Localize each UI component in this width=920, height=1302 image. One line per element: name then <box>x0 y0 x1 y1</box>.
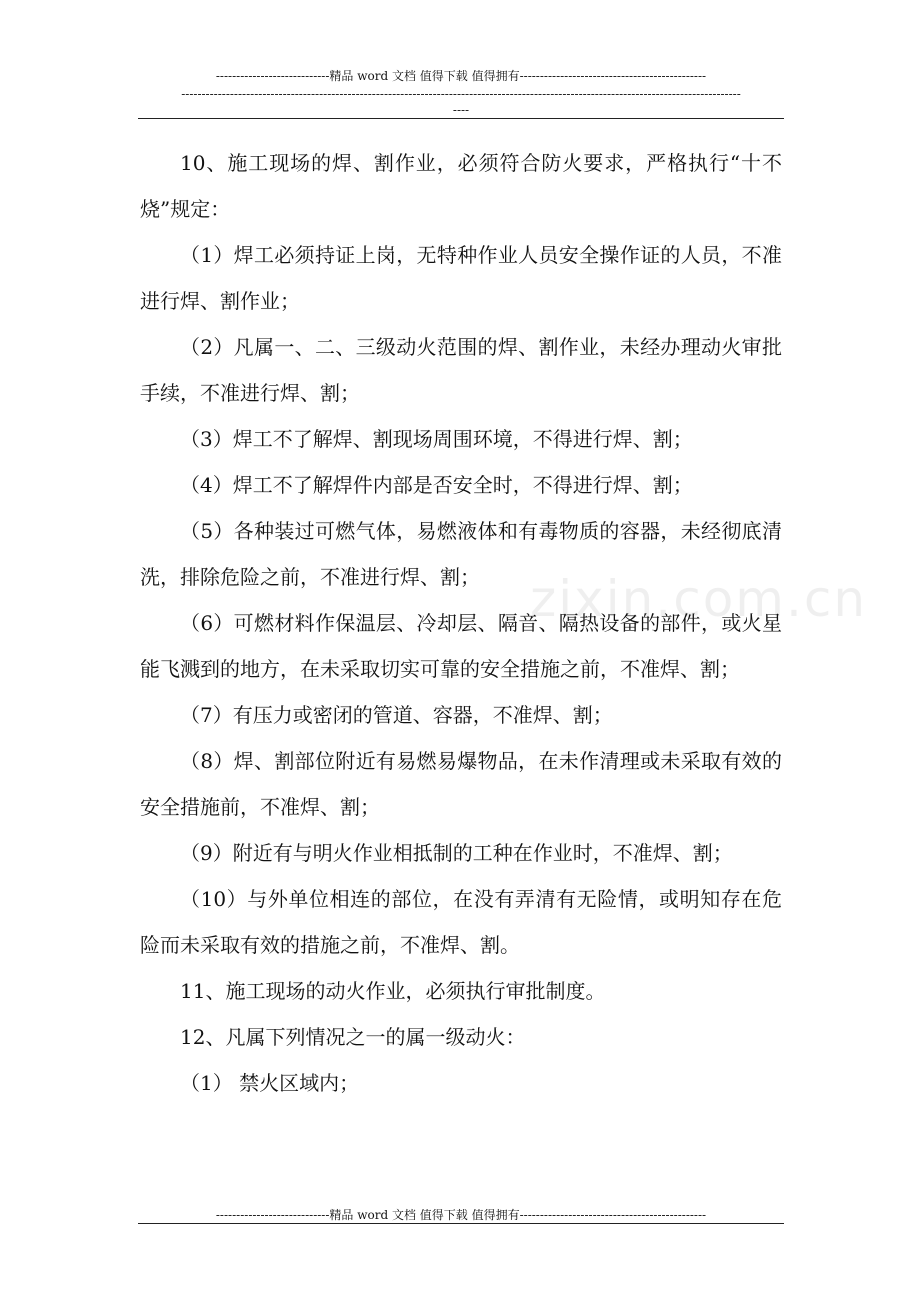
header-banner: ----------------------------精品 word 文档 值得下载 值得拥有---------------------------------------------- <box>215 69 707 83</box>
header-rule <box>138 118 784 119</box>
paragraph-item-6: （6）可燃材料作保温层、冷却层、隔音、隔热设备的部件，或火星能飞溅到的地方，在未采取切实可靠的安全措施之前，不准焊、割； <box>140 611 782 681</box>
paragraph-item-2: （2）凡属一、二、三级动火范围的焊、割作业，未经办理动火审批手续，不准进行焊、割； <box>140 335 782 405</box>
paragraph-12-item-1: （1） 禁火区域内； <box>180 1071 360 1095</box>
document-body <box>140 140 782 1106</box>
paragraph-item-5: （5）各种装过可燃气体，易燃液体和有毒物质的容器，未经彻底清洗，排除危险之前，不准进行焊、割； <box>140 519 782 589</box>
paragraph-11: 11、施工现场的动火作业，必须执行审批制度。 <box>180 979 606 1003</box>
paragraph-item-4: （4）焊工不了解焊件内部是否安全时，不得进行焊、割； <box>180 473 693 497</box>
paragraph-item-7: （7）有压力或密闭的管道、容器，不准焊、割； <box>180 703 613 727</box>
paragraph-item-8: （8）焊、割部位附近有易燃易爆物品，在未作清理或未采取有效的安全措施前，不准焊、割； <box>140 749 782 819</box>
paragraph-item-10: （10）与外单位相连的部位，在没有弄清有无险情，或明知存在危险而未采取有效的措施之前，不准焊、割。 <box>140 887 782 957</box>
paragraph-item-9: （9）附近有与明火作业相抵制的工种在作业时，不准焊、割； <box>180 841 733 865</box>
watermark: zixin.com.cn <box>530 570 868 628</box>
footer-banner: ----------------------------精品 word 文档 值得下载 值得拥有---------------------------------------------- <box>215 1208 707 1222</box>
header-dash-line: ------------------------------------------------------------------------------------------------------------------------------------------ <box>181 87 741 101</box>
paragraph-item-3: （3）焊工不了解焊、割现场周围环境，不得进行焊、割； <box>180 427 693 451</box>
paragraph-item-1: （1）焊工必须持证上岗，无特种作业人员安全操作证的人员，不准进行焊、割作业； <box>140 243 782 313</box>
paragraph-12: 12、凡属下列情况之一的属一级动火： <box>180 1025 526 1049</box>
paragraph-10: 10、施工现场的焊、割作业，必须符合防火要求，严格执行“十不烧”规定： <box>140 151 782 221</box>
header-dash-tail: ---- <box>452 103 470 117</box>
footer-rule <box>138 1223 784 1224</box>
